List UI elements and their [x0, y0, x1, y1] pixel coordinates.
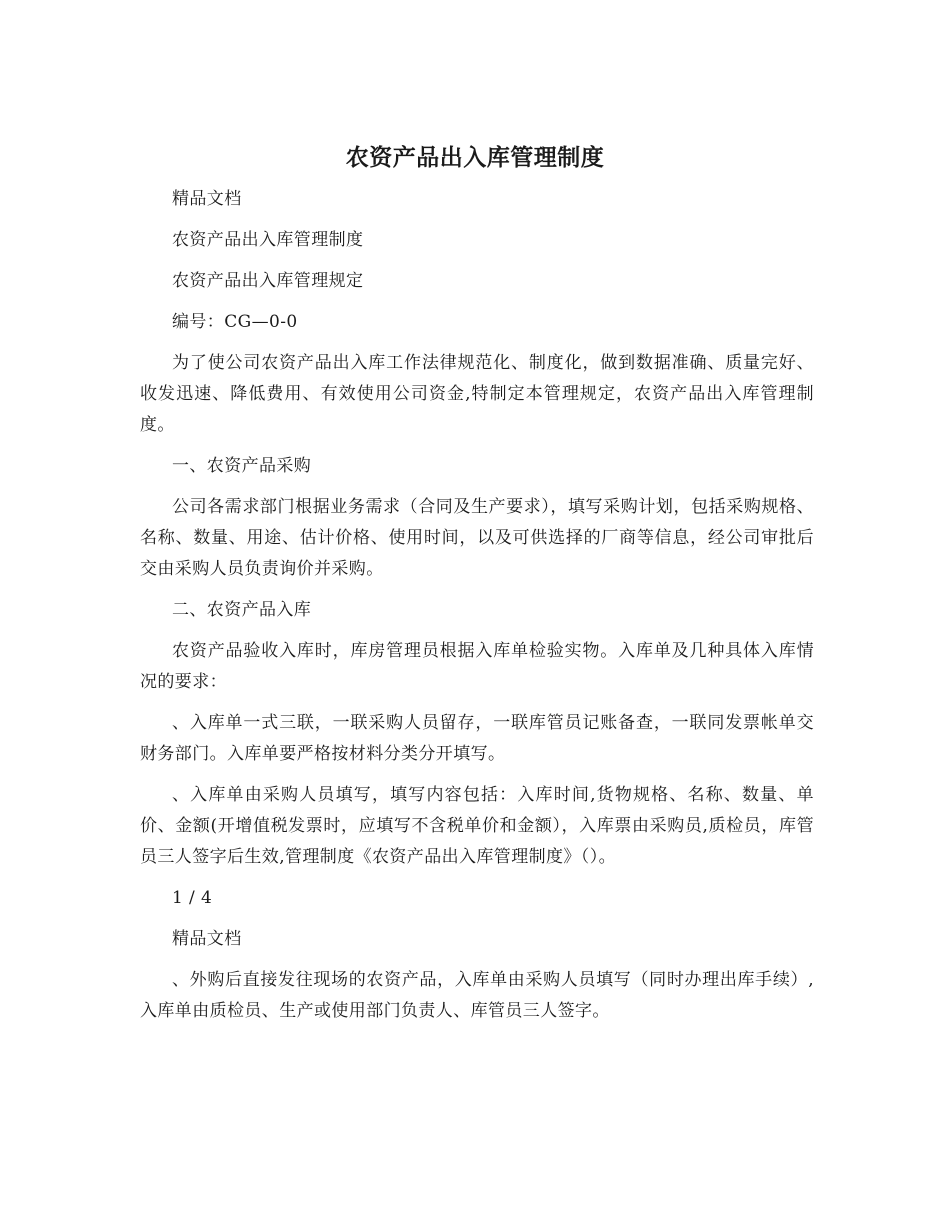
section-heading-purchase: 一、农资产品采购	[172, 456, 312, 476]
paragraph-subtitle: 农资产品出入库管理制度	[172, 230, 364, 250]
paragraph-code-number: 编号：CG—0-0	[172, 312, 298, 332]
document-body	[140, 184, 814, 1037]
paragraph-direct-delivery: 、外购后直接发往现场的农资产品，入库单由采购人员填写（同时办理出库手续）,入库单由质检员、生产或使用部门负责人、库管员三人签字。	[140, 970, 814, 1021]
page-number: 1 / 4	[172, 888, 213, 908]
paragraph-header-label-2: 精品文档	[172, 929, 242, 949]
paragraph-warehousing-intro: 农资产品验收入库时，库房管理员根据入库单检验实物。入库单及几种具体入库情况的要求：	[140, 641, 814, 692]
paragraph-purpose: 为了使公司农资产品出入库工作法律规范化、制度化，做到数据准确、质量完好、收发迅速、降低费用、有效使用公司资金,特制定本管理规定，农资产品出入库管理制度。	[140, 353, 814, 435]
paragraph-regulation-name: 农资产品出入库管理规定	[172, 271, 364, 291]
paragraph-header-label: 精品文档	[172, 189, 242, 209]
section-heading-warehousing: 二、农资产品入库	[172, 600, 312, 620]
document-title: 农资产品出入库管理制度	[345, 144, 605, 171]
paragraph-receipt-copies: 、入库单一式三联，一联采购人员留存，一联库管员记账备查，一联同发票帐单交财务部门。入库单要严格按材料分类分开填写。	[140, 713, 814, 764]
paragraph-receipt-filling: 、入库单由采购人员填写，填写内容包括：入库时间,货物规格、名称、数量、单价、金额(开增值税发票时，应填写不含税单价和金额），入库票由采购员,质检员，库管员三人签字后生效,管理制度《农资产品出入库管理制度》（）。	[140, 785, 814, 867]
paragraph-purchase: 公司各需求部门根据业务需求（合同及生产要求），填写采购计划，包括采购规格、名称、数量、用途、估计价格、使用时间，以及可供选择的厂商等信息，经公司审批后交由采购人员负责询价并采购。	[140, 497, 814, 579]
